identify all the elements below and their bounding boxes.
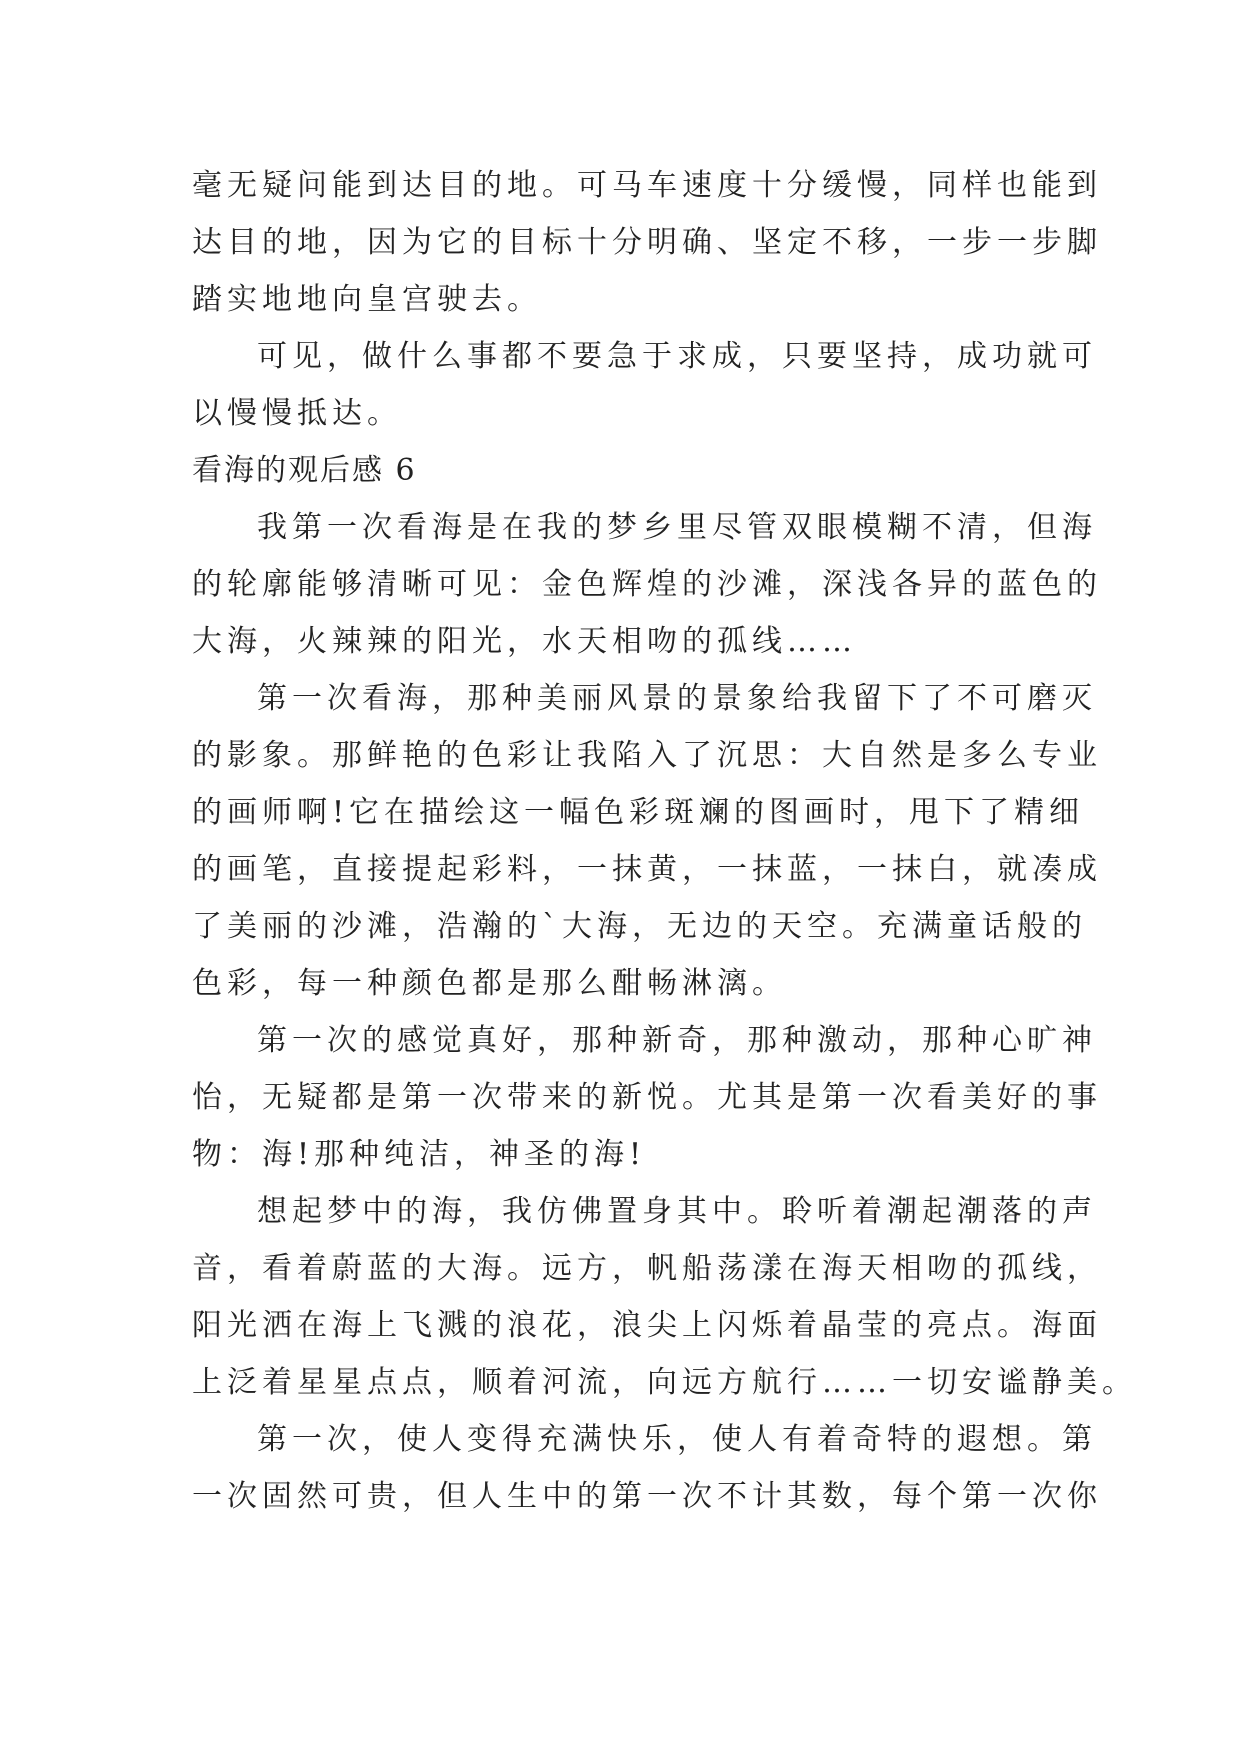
text-line: 了美丽的沙滩，浩瀚的`大海，无边的天空。充满童话般的 — [192, 909, 1087, 944]
text-line: 上泛着星星点点，顺着河流，向远方航行……一切安谧静美。 — [192, 1365, 1137, 1400]
document-page — [192, 157, 1137, 1525]
text-line: 我第一次看海是在我的梦乡里尽管双眼模糊不清，但海 — [257, 510, 1097, 545]
paragraph-3 — [192, 1012, 1102, 1183]
text-line: 第一次，使人变得充满快乐，使人有着奇特的遐想。第 — [257, 1422, 1097, 1457]
text-line: 以慢慢抵达。 — [192, 396, 402, 431]
text-line: 的画笔，直接提起彩料，一抹黄，一抹蓝，一抹白，就凑成 — [192, 852, 1102, 887]
text-line: 想起梦中的海，我仿佛置身其中。聆听着潮起潮落的声 — [257, 1194, 1097, 1229]
paragraph-1 — [192, 499, 1102, 670]
paragraph-2 — [192, 670, 1102, 1012]
paragraph-4 — [192, 1183, 1137, 1411]
paragraph-continued — [192, 157, 1102, 328]
text-line: 大海，火辣辣的阳光，水天相吻的孤线…… — [192, 624, 857, 659]
text-line: 可见，做什么事都不要急于求成，只要坚持，成功就可 — [257, 339, 1097, 374]
text-line: 音，看着蔚蓝的大海。远方，帆船荡漾在海天相吻的孤线， — [192, 1251, 1102, 1286]
text-line: 的影象。那鲜艳的色彩让我陷入了沉思：大自然是多么专业 — [192, 738, 1102, 773]
text-line: 阳光洒在海上飞溅的浪花，浪尖上闪烁着晶莹的亮点。海面 — [192, 1308, 1102, 1343]
text-line: 一次固然可贵，但人生中的第一次不计其数，每个第一次你 — [192, 1479, 1102, 1514]
text-line: 色彩，每一种颜色都是那么酣畅淋漓。 — [192, 966, 787, 1001]
text-line: 的画师啊!它在描绘这一幅色彩斑斓的图画时，甩下了精细 — [192, 795, 1085, 830]
paragraph-conclusion — [192, 328, 1097, 442]
text-line: 物：海!那种纯洁，神圣的海! — [192, 1137, 647, 1172]
text-line: 达目的地，因为它的目标十分明确、坚定不移，一步一步脚 — [192, 225, 1102, 260]
text-line: 踏实地地向皇宫驶去。 — [192, 282, 542, 317]
text-line: 的轮廓能够清晰可见：金色辉煌的沙滩，深浅各异的蓝色的 — [192, 567, 1102, 602]
text-line: 怡，无疑都是第一次带来的新悦。尤其是第一次看美好的事 — [192, 1080, 1102, 1115]
section-title: 看海的观后感 6 — [192, 453, 417, 488]
paragraph-5 — [192, 1411, 1102, 1525]
text-line: 第一次的感觉真好，那种新奇，那种激动，那种心旷神 — [257, 1023, 1097, 1058]
text-line: 毫无疑问能到达目的地。可马车速度十分缓慢，同样也能到 — [192, 168, 1102, 203]
text-line: 第一次看海，那种美丽风景的景象给我留下了不可磨灭 — [257, 681, 1097, 716]
